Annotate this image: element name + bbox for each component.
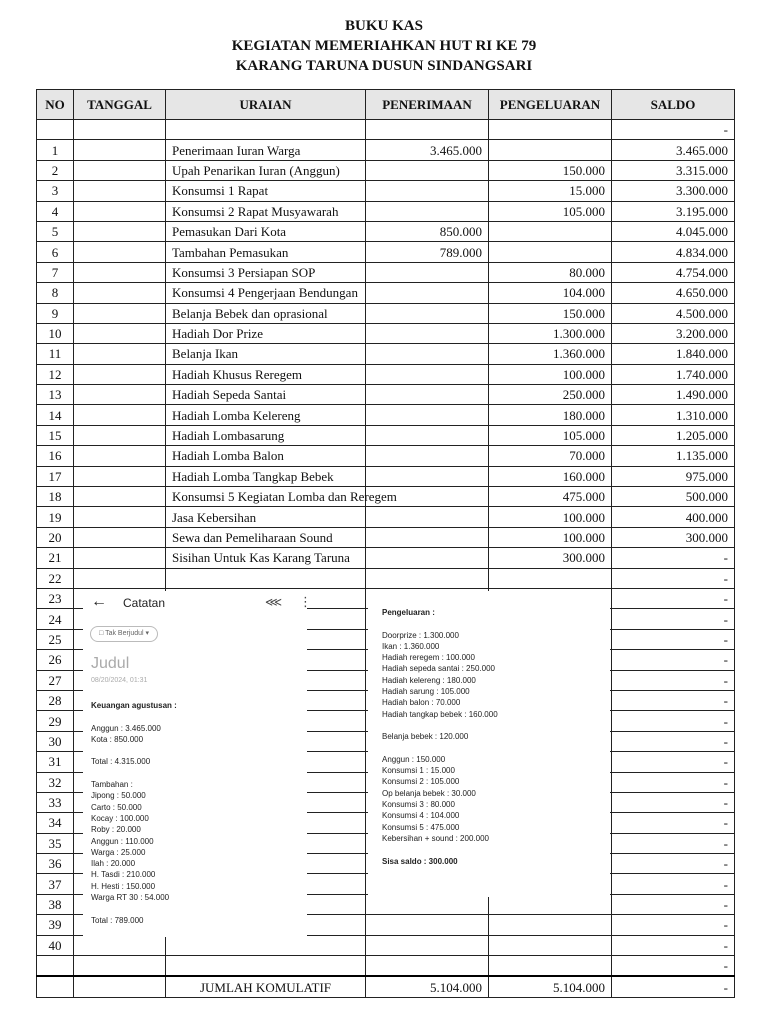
total-saldo: - <box>612 976 735 997</box>
note-line <box>382 844 498 855</box>
cell-saldo: - <box>612 772 735 792</box>
cell-pengeluaran: 1.360.000 <box>489 344 612 364</box>
note-line: Konsumsi 5 : 475.000 <box>382 822 460 832</box>
cell-penerimaan <box>366 527 489 547</box>
cell-no: 31 <box>37 752 74 772</box>
note-line: Hadiah kelereng : 180.000 <box>382 675 476 685</box>
note-line: Ilah : 20.000 <box>91 859 136 869</box>
cell-tanggal <box>74 364 166 384</box>
cell-no: 36 <box>37 854 74 874</box>
cell-saldo: - <box>612 120 735 140</box>
cell-uraian: Hadiah Lomba Tangkap Bebek <box>166 466 366 486</box>
cell-uraian: Tambahan Pemasukan <box>166 242 366 262</box>
cell-no: 3 <box>37 181 74 201</box>
cell-penerimaan <box>366 385 489 405</box>
note-line: Anggun : 150.000 <box>382 754 446 764</box>
cell-uraian: Hadiah Lomba Kelereng <box>166 405 366 425</box>
note-line: Konsumsi 4 : 104.000 <box>382 811 460 821</box>
cell-penerimaan <box>366 303 489 323</box>
col-header-penerimaan: PENERIMAAN <box>366 90 489 120</box>
note-screenshot-right <box>368 591 610 897</box>
more-vert-icon: ⋮ <box>299 594 312 609</box>
cell-no: 29 <box>37 711 74 731</box>
cell-no: 14 <box>37 405 74 425</box>
cell-tanggal <box>74 221 166 241</box>
total-penerimaan: 5.104.000 <box>366 976 489 997</box>
cell-saldo: - <box>612 588 735 608</box>
col-header-pengeluaran: PENGELUARAN <box>489 90 612 120</box>
cell-uraian: Pemasukan Dari Kota <box>166 221 366 241</box>
cell-uraian: Konsumsi 4 Pengerjaan Bendungan <box>166 283 366 303</box>
cell-no: 9 <box>37 303 74 323</box>
cell-tanggal <box>74 466 166 486</box>
table-row <box>37 548 735 568</box>
cell-pengeluaran: 80.000 <box>489 262 612 282</box>
cell-pengeluaran: 160.000 <box>489 466 612 486</box>
cell-penerimaan <box>366 425 489 445</box>
cell-penerimaan <box>366 323 489 343</box>
cell-uraian: Sewa dan Pemeliharaan Sound <box>166 527 366 547</box>
total-no-cell <box>37 976 74 997</box>
table-row <box>37 262 735 282</box>
note-line: Total : 4.315.000 <box>91 757 151 767</box>
cell-pengeluaran <box>489 568 612 588</box>
cell-pengeluaran: 475.000 <box>489 487 612 507</box>
note-line: Roby : 20.000 <box>91 825 141 835</box>
cell-tanggal <box>74 568 166 588</box>
cell-penerimaan: 3.465.000 <box>366 140 489 160</box>
table-row <box>37 507 735 527</box>
note-line: Hadiah tangkap bebek : 160.000 <box>382 709 498 719</box>
cell-saldo: 300.000 <box>612 527 735 547</box>
table-row <box>37 364 735 384</box>
cell-saldo: 3.200.000 <box>612 323 735 343</box>
table-row <box>37 344 735 364</box>
cell-pengeluaran <box>489 120 612 140</box>
cell-penerimaan <box>366 548 489 568</box>
cell-pengeluaran <box>489 915 612 935</box>
cell-saldo: - <box>612 874 735 894</box>
cell-no: 40 <box>37 935 74 955</box>
cell-penerimaan <box>366 344 489 364</box>
cell-tanggal <box>74 262 166 282</box>
note-screenshot-left <box>83 591 312 937</box>
cell-no: 2 <box>37 160 74 180</box>
table-row <box>37 303 735 323</box>
cell-no: 16 <box>37 446 74 466</box>
cell-no: 7 <box>37 262 74 282</box>
note-line: H. Tasdi : 210.000 <box>91 870 156 880</box>
cell-tanggal <box>74 242 166 262</box>
cell-saldo: - <box>612 670 735 690</box>
cell-saldo: - <box>612 731 735 751</box>
cell-saldo: - <box>612 935 735 955</box>
cell-penerimaan <box>366 283 489 303</box>
cell-saldo: - <box>612 915 735 935</box>
cell-saldo: 3.195.000 <box>612 201 735 221</box>
cell-tanggal <box>74 283 166 303</box>
cell-no: 37 <box>37 874 74 894</box>
note-line <box>382 618 498 629</box>
cell-no: 23 <box>37 588 74 608</box>
cell-saldo: - <box>612 813 735 833</box>
note-line <box>91 745 177 756</box>
cell-uraian: Konsumsi 2 Rapat Musyawarah <box>166 201 366 221</box>
doc-title: BUKU KAS <box>345 18 423 34</box>
cell-no <box>37 956 74 977</box>
note-line: Doorprize : 1.300.000 <box>382 630 459 640</box>
cell-saldo: 4.500.000 <box>612 303 735 323</box>
cell-penerimaan <box>366 364 489 384</box>
note-line: Total : 789.000 <box>91 915 144 925</box>
cell-uraian: Hadiah Sepeda Santai <box>166 385 366 405</box>
table-row <box>37 323 735 343</box>
cell-saldo: 1.840.000 <box>612 344 735 364</box>
table-row <box>37 140 735 160</box>
col-header-tanggal: TANGGAL <box>74 90 166 120</box>
cell-uraian: Hadiah Lombasarung <box>166 425 366 445</box>
cell-uraian: Belanja Bebek dan oprasional <box>166 303 366 323</box>
cell-uraian: Konsumsi 5 Kegiatan Lomba dan Reregem <box>166 487 366 507</box>
cell-no: 10 <box>37 323 74 343</box>
cell-no: 4 <box>37 201 74 221</box>
note-line: Kocay : 100.000 <box>91 813 149 823</box>
table-row <box>37 160 735 180</box>
col-header-uraian: URAIAN <box>166 90 366 120</box>
cell-penerimaan <box>366 915 489 935</box>
cell-saldo: 4.650.000 <box>612 283 735 303</box>
cell-no: 24 <box>37 609 74 629</box>
table-row <box>37 935 735 955</box>
table-row <box>37 201 735 221</box>
total-label: JUMLAH KOMULATIF <box>166 976 366 997</box>
cell-penerimaan <box>366 262 489 282</box>
table-row <box>37 120 735 140</box>
cell-no: 5 <box>37 221 74 241</box>
note-date: 08/20/2024, 01:31 <box>91 677 148 684</box>
cell-no: 11 <box>37 344 74 364</box>
cell-pengeluaran <box>489 221 612 241</box>
cell-tanggal <box>74 385 166 405</box>
cell-tanggal <box>74 181 166 201</box>
cell-pengeluaran: 100.000 <box>489 364 612 384</box>
cell-uraian: Konsumsi 1 Rapat <box>166 181 366 201</box>
cell-saldo: - <box>612 690 735 710</box>
cell-penerimaan <box>366 160 489 180</box>
cell-pengeluaran: 300.000 <box>489 548 612 568</box>
cell-uraian: Konsumsi 3 Persiapan SOP <box>166 262 366 282</box>
cell-uraian <box>166 935 366 955</box>
cell-penerimaan: 789.000 <box>366 242 489 262</box>
cell-pengeluaran: 150.000 <box>489 303 612 323</box>
cell-saldo: - <box>612 609 735 629</box>
arrow-left-icon: ← <box>91 593 107 610</box>
cell-no: 12 <box>37 364 74 384</box>
note-line <box>382 720 498 731</box>
total-pengeluaran: 5.104.000 <box>489 976 612 997</box>
cell-no: 27 <box>37 670 74 690</box>
folder-icon: □ <box>99 630 104 637</box>
cell-pengeluaran: 180.000 <box>489 405 612 425</box>
cell-tanggal <box>74 303 166 323</box>
cell-pengeluaran: 1.300.000 <box>489 323 612 343</box>
cell-tanggal <box>74 446 166 466</box>
cell-penerimaan <box>366 568 489 588</box>
cell-tanggal <box>74 507 166 527</box>
cell-penerimaan <box>366 507 489 527</box>
cell-no: 1 <box>37 140 74 160</box>
cell-uraian <box>166 120 366 140</box>
cell-no: 38 <box>37 894 74 914</box>
cell-tanggal <box>74 425 166 445</box>
note-line: Jipong : 50.000 <box>91 791 146 801</box>
note-line: Sisa saldo : 300.000 <box>382 856 458 866</box>
cell-pengeluaran: 250.000 <box>489 385 612 405</box>
cell-tanggal <box>74 527 166 547</box>
share-icon: ⋘ <box>265 595 283 609</box>
note-line: Hadiah balon : 70.000 <box>382 698 461 708</box>
cell-tanggal <box>74 956 166 977</box>
table-row <box>37 568 735 588</box>
cell-penerimaan <box>366 466 489 486</box>
cell-saldo: 4.834.000 <box>612 242 735 262</box>
cell-tanggal <box>74 935 166 955</box>
cell-tanggal <box>74 140 166 160</box>
note-line: Warga : 25.000 <box>91 847 146 857</box>
table-row <box>37 527 735 547</box>
note-body-right <box>382 607 498 867</box>
note-line: Pengeluaran : <box>382 608 435 617</box>
note-line: Hadiah reregem : 100.000 <box>382 653 475 663</box>
cell-tanggal <box>74 548 166 568</box>
cell-uraian <box>166 956 366 977</box>
cell-pengeluaran: 105.000 <box>489 201 612 221</box>
cell-penerimaan <box>366 956 489 977</box>
cell-tanggal <box>74 405 166 425</box>
note-line: Hadiah sarung : 105.000 <box>382 687 470 697</box>
cell-penerimaan <box>366 894 489 914</box>
cell-uraian: Upah Penarikan Iuran (Anggun) <box>166 160 366 180</box>
cell-saldo: - <box>612 833 735 853</box>
folder-chip <box>90 626 158 642</box>
note-line: Anggun : 3.465.000 <box>91 723 161 733</box>
cell-pengeluaran: 150.000 <box>489 160 612 180</box>
table-row <box>37 446 735 466</box>
cell-no: 20 <box>37 527 74 547</box>
table-row <box>37 181 735 201</box>
total-tanggal-cell <box>74 976 166 997</box>
note-line: Belanja bebek : 120.000 <box>382 732 469 742</box>
note-line: Ikan : 1.360.000 <box>382 641 440 651</box>
cell-no <box>37 120 74 140</box>
cell-pengeluaran: 100.000 <box>489 507 612 527</box>
cell-uraian: Sisihan Untuk Kas Karang Taruna <box>166 548 366 568</box>
cell-saldo: 3.315.000 <box>612 160 735 180</box>
col-header-saldo: SALDO <box>612 90 735 120</box>
cell-penerimaan <box>366 181 489 201</box>
cell-saldo: 1.205.000 <box>612 425 735 445</box>
table-row <box>37 487 735 507</box>
cell-tanggal <box>74 344 166 364</box>
cell-saldo: 500.000 <box>612 487 735 507</box>
cell-penerimaan <box>366 201 489 221</box>
cell-pengeluaran: 70.000 <box>489 446 612 466</box>
note-title: Judul <box>91 655 130 672</box>
cell-saldo: 1.135.000 <box>612 446 735 466</box>
cell-no: 39 <box>37 915 74 935</box>
cell-no: 30 <box>37 731 74 751</box>
cell-saldo: 3.300.000 <box>612 181 735 201</box>
cell-no: 15 <box>37 425 74 445</box>
cell-no: 33 <box>37 792 74 812</box>
note-line: Konsumsi 2 : 105.000 <box>382 777 460 787</box>
cell-pengeluaran <box>489 242 612 262</box>
cell-saldo: 4.754.000 <box>612 262 735 282</box>
cell-saldo: - <box>612 894 735 914</box>
cell-tanggal <box>74 487 166 507</box>
note-line: Carto : 50.000 <box>91 802 142 812</box>
note-app-bar <box>89 593 312 613</box>
cell-no: 32 <box>37 772 74 792</box>
cell-pengeluaran <box>489 935 612 955</box>
table-row <box>37 956 735 977</box>
note-body-left <box>91 700 177 926</box>
cell-no: 22 <box>37 568 74 588</box>
cell-penerimaan <box>366 935 489 955</box>
cell-penerimaan <box>366 120 489 140</box>
note-line: H. Hesti : 150.000 <box>91 881 156 891</box>
table-row <box>37 405 735 425</box>
cell-penerimaan <box>366 446 489 466</box>
cell-uraian: Hadiah Dor Prize <box>166 323 366 343</box>
table-header-row <box>37 90 735 120</box>
cell-tanggal <box>74 120 166 140</box>
table-row <box>37 385 735 405</box>
cell-no: 25 <box>37 629 74 649</box>
cell-saldo: - <box>612 854 735 874</box>
folder-chip-label: Tak Berjudul <box>105 630 144 637</box>
note-line: Tambahan : <box>91 780 133 790</box>
cell-no: 21 <box>37 548 74 568</box>
cell-pengeluaran <box>489 956 612 977</box>
cell-saldo: 1.740.000 <box>612 364 735 384</box>
cell-pengeluaran: 104.000 <box>489 283 612 303</box>
table-row <box>37 221 735 241</box>
cell-uraian: Hadiah Khusus Reregem <box>166 364 366 384</box>
note-line: Warga RT 30 : 54.000 <box>91 893 170 903</box>
cell-saldo: - <box>612 956 735 977</box>
note-line: Konsumsi 3 : 80.000 <box>382 800 455 810</box>
note-line: Anggun : 110.000 <box>91 836 154 846</box>
note-app-title: Catatan <box>123 596 166 610</box>
cell-uraian: Belanja Ikan <box>166 344 366 364</box>
note-line: Konsumsi 1 : 15.000 <box>382 766 455 776</box>
note-line: Op belanja bebek : 30.000 <box>382 788 476 798</box>
table-row <box>37 242 735 262</box>
cell-saldo: 3.465.000 <box>612 140 735 160</box>
cell-no: 17 <box>37 466 74 486</box>
cell-pengeluaran <box>489 894 612 914</box>
cell-no: 13 <box>37 385 74 405</box>
note-line: Kebersihan + sound : 200.000 <box>382 833 489 843</box>
col-header-no: NO <box>37 90 74 120</box>
table-row <box>37 283 735 303</box>
cell-no: 19 <box>37 507 74 527</box>
table-row <box>37 425 735 445</box>
cell-uraian: Jasa Kebersihan <box>166 507 366 527</box>
doc-subtitle-event: KEGIATAN MEMERIAHKAN HUT RI KE 79 <box>231 38 537 54</box>
cell-tanggal <box>74 160 166 180</box>
note-line <box>382 743 498 754</box>
cell-saldo: 1.310.000 <box>612 405 735 425</box>
note-line: Keuangan agustusan : <box>91 701 177 710</box>
cell-pengeluaran: 100.000 <box>489 527 612 547</box>
cell-saldo: - <box>612 548 735 568</box>
cell-saldo: 1.490.000 <box>612 385 735 405</box>
cell-saldo: - <box>612 650 735 670</box>
cell-no: 6 <box>37 242 74 262</box>
cell-saldo: 975.000 <box>612 466 735 486</box>
cell-no: 18 <box>37 487 74 507</box>
table-row <box>37 466 735 486</box>
cell-saldo: - <box>612 792 735 812</box>
cell-pengeluaran: 105.000 <box>489 425 612 445</box>
note-line <box>91 768 177 779</box>
note-line: Kota : 850.000 <box>91 734 144 744</box>
cell-uraian: Hadiah Lomba Balon <box>166 446 366 466</box>
cell-uraian: Penerimaan Iuran Warga <box>166 140 366 160</box>
cell-uraian <box>166 568 366 588</box>
chevron-down-icon: ▾ <box>145 630 150 637</box>
cell-saldo: 400.000 <box>612 507 735 527</box>
cell-pengeluaran <box>489 140 612 160</box>
cell-tanggal <box>74 201 166 221</box>
cell-no: 35 <box>37 833 74 853</box>
cell-no: 34 <box>37 813 74 833</box>
cell-pengeluaran: 15.000 <box>489 181 612 201</box>
note-line: Hadiah sepeda santai : 250.000 <box>382 664 495 674</box>
cell-saldo: 4.045.000 <box>612 221 735 241</box>
cell-saldo: - <box>612 568 735 588</box>
total-row <box>37 976 735 997</box>
note-line <box>91 903 177 914</box>
cell-saldo: - <box>612 752 735 772</box>
cell-no: 8 <box>37 283 74 303</box>
doc-subtitle-org: KARANG TARUNA DUSUN SINDANGSARI <box>235 58 533 74</box>
cell-saldo: - <box>612 711 735 731</box>
cell-penerimaan <box>366 405 489 425</box>
cell-tanggal <box>74 323 166 343</box>
cell-no: 28 <box>37 690 74 710</box>
cell-no: 26 <box>37 650 74 670</box>
cell-saldo: - <box>612 629 735 649</box>
cell-penerimaan: 850.000 <box>366 221 489 241</box>
note-line <box>91 711 177 722</box>
